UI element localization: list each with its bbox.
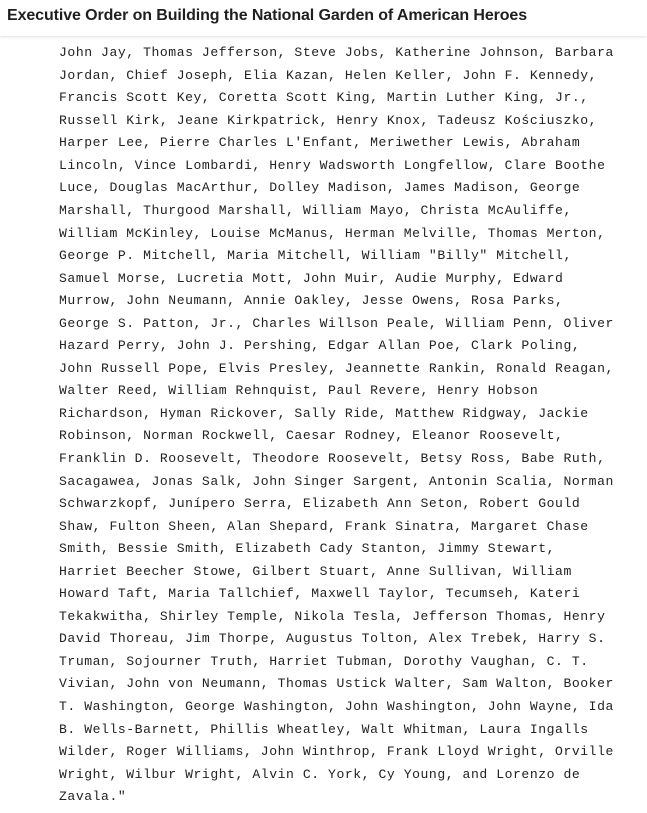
- text-line: Shaw, Fulton Sheen, Alan Shepard, Frank Sinatra, Margaret Chase: [59, 519, 589, 534]
- text-line: Truman, Sojourner Truth, Harriet Tubman, Dorothy Vaughan, C. T.: [59, 654, 589, 669]
- text-line: Tekakwitha, Shirley Temple, Nikola Tesla, Jefferson Thomas, Henry: [59, 609, 606, 624]
- text-line: T. Washington, George Washington, John Washington, John Wayne, Ida: [59, 699, 614, 714]
- text-line: B. Wells-Barnett, Phillis Wheatley, Walt Whitman, Laura Ingalls: [59, 722, 589, 737]
- text-line: Vivian, John von Neumann, Thomas Ustick Walter, Sam Walton, Booker: [59, 676, 614, 691]
- text-line: Schwarzkopf, Junípero Serra, Elizabeth Ann Seton, Robert Gould: [59, 496, 581, 511]
- text-line: Howard Taft, Maria Tallchief, Maxwell Taylor, Tecumseh, Kateri: [59, 586, 581, 601]
- text-line: Smith, Bessie Smith, Elizabeth Cady Stanton, Jimmy Stewart,: [59, 541, 556, 556]
- page-title: Executive Order on Building the National Garden of American Heroes: [7, 7, 528, 24]
- text-line: Russell Kirk, Jeane Kirkpatrick, Henry Knox, Tadeusz Kościuszko,: [59, 113, 598, 128]
- text-line: Francis Scott Key, Coretta Scott King, Martin Luther King, Jr.,: [59, 90, 589, 105]
- text-line: Walter Reed, William Rehnquist, Paul Revere, Henry Hobson: [59, 383, 539, 398]
- text-line: Zavala.": [59, 789, 127, 804]
- text-line: Richardson, Hyman Rickover, Sally Ride, Matthew Ridgway, Jackie: [59, 406, 589, 421]
- text-line: Jordan, Chief Joseph, Elia Kazan, Helen Keller, John F. Kennedy,: [59, 68, 598, 83]
- text-line: John Jay, Thomas Jefferson, Steve Jobs, Katherine Johnson, Barbara: [59, 45, 614, 60]
- text-line: Robinson, Norman Rockwell, Caesar Rodney, Eleanor Roosevelt,: [59, 428, 564, 443]
- text-line: Marshall, Thurgood Marshall, William Mayo, Christa McAuliffe,: [59, 203, 572, 218]
- text-line: George P. Mitchell, Maria Mitchell, William "Billy" Mitchell,: [59, 248, 572, 263]
- text-line: Luce, Douglas MacArthur, Dolley Madison, James Madison, George: [59, 180, 581, 195]
- text-line: Franklin D. Roosevelt, Theodore Roosevelt, Betsy Ross, Babe Ruth,: [59, 451, 606, 466]
- page-header: [0, 0, 647, 36]
- text-line: Hazard Perry, John J. Pershing, Edgar Allan Poe, Clark Poling,: [59, 338, 581, 353]
- text-line: Harriet Beecher Stowe, Gilbert Stuart, Anne Sullivan, William: [59, 564, 572, 579]
- text-line: Sacagawea, Jonas Salk, John Singer Sargent, Antonin Scalia, Norman: [59, 474, 614, 489]
- text-line: Murrow, John Neumann, Annie Oakley, Jesse Owens, Rosa Parks,: [59, 293, 564, 308]
- text-line: Lincoln, Vince Lombardi, Henry Wadsworth Longfellow, Clare Boothe: [59, 158, 606, 173]
- text-line: Samuel Morse, Lucretia Mott, John Muir, Audie Murphy, Edward: [59, 271, 564, 286]
- text-line: David Thoreau, Jim Thorpe, Augustus Tolton, Alex Trebek, Harry S.: [59, 631, 606, 646]
- text-line: William McKinley, Louise McManus, Herman Melville, Thomas Merton,: [59, 226, 606, 241]
- text-line: Wilder, Roger Williams, John Winthrop, Frank Lloyd Wright, Orville: [59, 744, 614, 759]
- text-line: John Russell Pope, Elvis Presley, Jeannette Rankin, Ronald Reagan,: [59, 361, 614, 376]
- text-line: Wright, Wilbur Wright, Alvin C. York, Cy Young, and Lorenzo de: [59, 767, 581, 782]
- text-line: George S. Patton, Jr., Charles Willson Peale, William Penn, Oliver: [59, 316, 614, 331]
- text-line: Harper Lee, Pierre Charles L'Enfant, Meriwether Lewis, Abraham: [59, 135, 581, 150]
